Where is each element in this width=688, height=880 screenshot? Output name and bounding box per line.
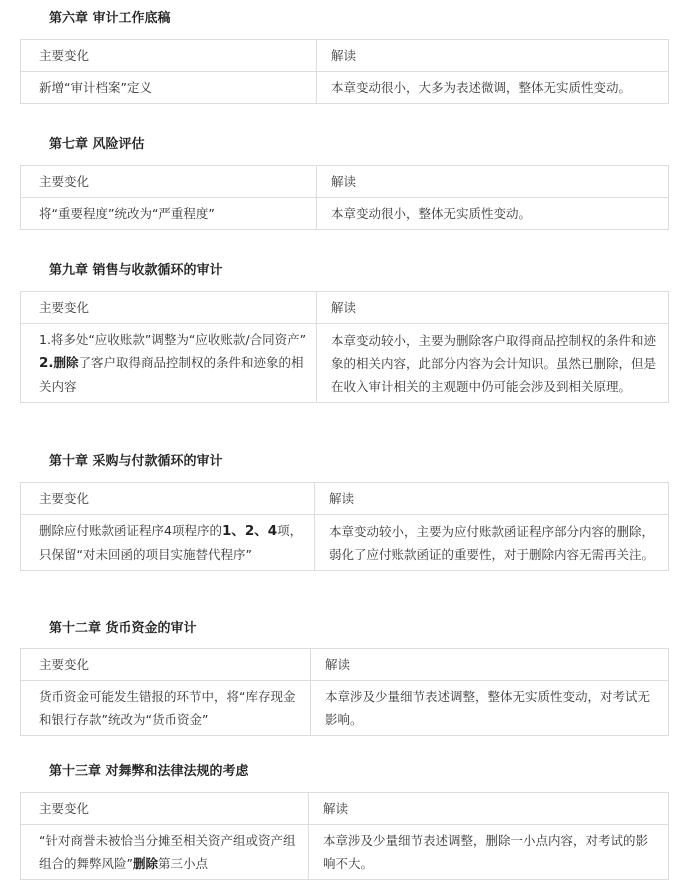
header-reading: 解读 (317, 166, 669, 198)
change-text-bold: 1、2、4 (221, 523, 278, 539)
cell-reading: 本章变动较小，主要为删除客户取得商品控制权的条件和迹象的相关内容，此部分内容为会计知识。虽然已删除，但是在收入审计相关的主观题中仍可能会涉及到相关原理。 (317, 324, 669, 403)
header-reading: 解读 (311, 649, 669, 681)
change-text-b: 项， 只保留“对未回函的项目实施替代程序” (39, 523, 303, 562)
cell-change: 新增“审计档案”定义 (21, 72, 317, 104)
change-item-2-text: 了客户取得商品控制权的条件和迹象的相关内容 (39, 355, 304, 394)
header-changes: 主要变化 (21, 40, 317, 72)
cell-change (21, 324, 317, 403)
change-item-2 (39, 351, 308, 398)
table-ch12 (20, 648, 669, 736)
header-reading: 解读 (317, 292, 669, 324)
cell-reading: 本章涉及少量细节表述调整，整体无实质性变动，对考试无影响。 (311, 681, 669, 736)
change-item-2-number: 2. (39, 355, 54, 371)
change-item-1: 1.将多处“应收账款”调整为“应收账款/合同资产” (39, 332, 307, 347)
section-title-ch12: 第十二章 货币资金的审计 (49, 621, 197, 636)
change-item-2-bold: 删除 (53, 355, 79, 370)
section-title-ch7: 第七章 风险评估 (49, 137, 145, 152)
header-changes: 主要变化 (21, 649, 311, 681)
header-reading: 解读 (317, 40, 669, 72)
section-title-ch6: 第六章 审计工作底稿 (49, 11, 171, 26)
cell-reading: 本章涉及少量细节表述调整，删除一小点内容，对考试的影响不大。 (309, 825, 669, 880)
table-ch6 (20, 39, 669, 104)
section-title-ch9: 第九章 销售与收款循环的审计 (49, 263, 223, 278)
cell-change: 货币资金可能发生错报的环节中，将“库存现金和银行存款”统改为“货币资金” (21, 681, 311, 736)
table-ch9 (20, 291, 669, 403)
cell-reading: 本章变动较小，主要为应付账款函证程序部分内容的删除，弱化了应付账款函证的重要性，对于删除内容无需再关注。 (315, 515, 669, 571)
section-title-ch10: 第十章 采购与付款循环的审计 (49, 454, 223, 469)
change-text-a: “针对商誉未被恰当分摊至相关资产组或资产组组合的舞弊风险” (39, 833, 296, 871)
change-text-bold: 删除 (132, 856, 158, 871)
cell-change: 将“重要程度”统改为“严重程度” (21, 198, 317, 230)
header-reading: 解读 (309, 793, 669, 825)
change-text-a: 删除应付账款函证程序4项程序的 (39, 523, 222, 538)
header-changes: 主要变化 (21, 793, 309, 825)
header-reading: 解读 (315, 483, 669, 515)
cell-reading: 本章变动很小，整体无实质性变动。 (317, 198, 669, 230)
table-ch10 (20, 482, 669, 571)
cell-change (21, 515, 315, 571)
table-ch7 (20, 165, 669, 230)
table-ch13 (20, 792, 669, 880)
header-changes: 主要变化 (21, 166, 317, 198)
header-changes: 主要变化 (21, 483, 315, 515)
cell-change (21, 825, 309, 880)
change-text-b: 第三小点 (158, 856, 209, 871)
section-title-ch13: 第十三章 对舞弊和法律法规的考虑 (49, 764, 249, 779)
header-changes: 主要变化 (21, 292, 317, 324)
cell-reading: 本章变动很小，大多为表述微调，整体无实质性变动。 (317, 72, 669, 104)
